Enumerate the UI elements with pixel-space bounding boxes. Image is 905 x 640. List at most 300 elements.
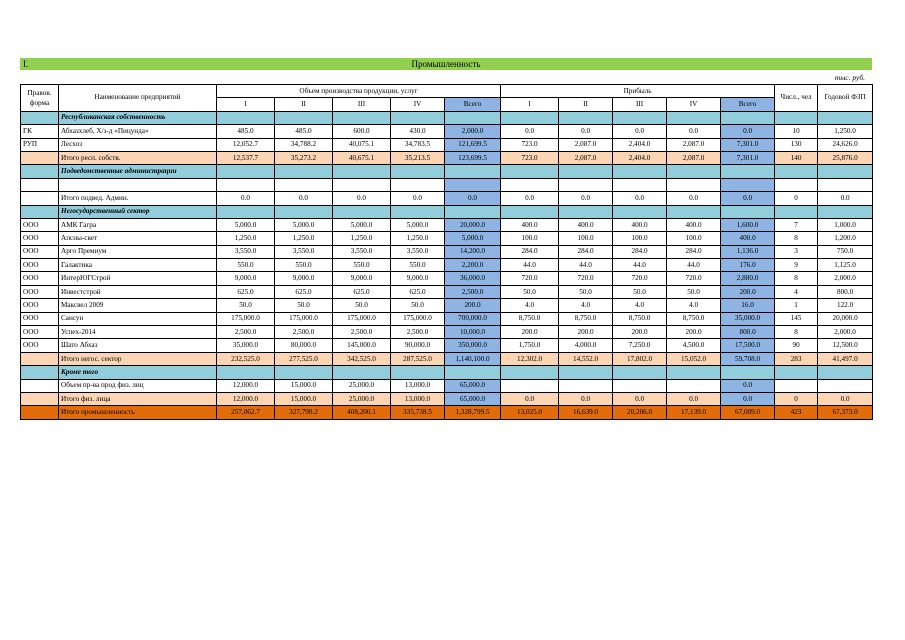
header-profit: Прибыль [501,85,775,98]
profit-value-cell [667,178,721,191]
legal-form-cell [21,178,59,191]
section-banner [20,58,872,70]
profit-value-cell: 284.0 [501,245,559,258]
section-row [21,111,873,124]
profit-value-cell: 200.0 [721,285,775,298]
profit-value-cell: 0.0 [721,392,775,405]
volume-value-cell: 35,213.5 [391,151,445,164]
volume-value-cell: 550.0 [391,259,445,272]
profit-value-cell [501,379,559,392]
section-empty-cell [721,205,775,218]
profit-value-cell: 2,087.0 [559,151,613,164]
section-row [21,366,873,379]
section-empty-cell [667,205,721,218]
industry-table [20,84,873,420]
volume-value-cell: 5,000.0 [333,218,391,231]
volume-value-cell: 0.0 [333,192,391,205]
profit-value-cell: 200.0 [501,326,559,339]
profit-value-cell: 400.0 [559,218,613,231]
fund-value-cell: 0.0 [818,392,873,405]
profit-value-cell: 4.0 [613,299,667,312]
volume-value-cell: 13,000.0 [391,392,445,405]
section-empty-cell [445,205,501,218]
total-row [21,392,873,405]
section-empty-cell [333,165,391,178]
profit-value-cell: 200.0 [667,326,721,339]
profit-value-cell: 17,139.0 [667,406,721,419]
section-empty-cell [559,111,613,124]
staff-value-cell: 0 [775,392,818,405]
staff-value-cell: 140 [775,151,818,164]
profit-value-cell [559,379,613,392]
volume-value-cell: 10,000.0 [445,326,501,339]
section-row [21,165,873,178]
fund-value-cell: 122.0 [818,299,873,312]
volume-value-cell: 15,000.0 [275,392,333,405]
profit-value-cell: 0.0 [667,192,721,205]
fund-value-cell: 1,000.0 [818,218,873,231]
volume-quarter-header: IV [391,98,445,111]
section-form-cell [21,366,59,379]
volume-value-cell: 1,250.0 [275,232,333,245]
enterprise-name-cell [59,178,217,191]
volume-value-cell: 80,000.0 [275,339,333,352]
section-empty-cell [391,205,445,218]
profit-value-cell: 13,025.0 [501,406,559,419]
volume-value-cell: 3,550.0 [391,245,445,258]
volume-value-cell: 2,000.0 [445,125,501,138]
section-empty-cell [275,165,333,178]
volume-value-cell: 20,000.0 [445,218,501,231]
profit-value-cell: 50.0 [667,285,721,298]
volume-value-cell: 232,525.0 [217,352,275,365]
profit-value-cell [559,178,613,191]
profit-value-cell: 8,750.0 [559,312,613,325]
staff-value-cell: 8 [775,232,818,245]
volume-value-cell: 2,200.0 [445,259,501,272]
profit-value-cell: 7,250.0 [613,339,667,352]
fund-value-cell: 1,200.0 [818,232,873,245]
volume-value-cell: 3,550.0 [333,245,391,258]
profit-value-cell: 720.0 [559,272,613,285]
profit-value-cell: 100.0 [667,232,721,245]
profit-value-cell: 0.0 [559,192,613,205]
section-empty-cell [217,165,275,178]
section-empty-cell [333,366,391,379]
table-row [21,218,873,231]
header-form: Правов. форма [21,85,59,112]
volume-value-cell: 9,000.0 [275,272,333,285]
volume-value-cell: 600.0 [333,125,391,138]
profit-value-cell: 4,500.0 [667,339,721,352]
staff-value-cell: 423 [775,406,818,419]
profit-value-cell: 50.0 [559,285,613,298]
legal-form-cell: ООО [21,285,59,298]
profit-value-cell: 1,600.0 [721,218,775,231]
enterprise-name-cell: Апсны-свет [59,232,217,245]
profit-value-cell: 100.0 [613,232,667,245]
volume-value-cell: 50.0 [391,299,445,312]
fund-value-cell: 0.0 [818,192,873,205]
profit-value-cell: 400.0 [667,218,721,231]
volume-value-cell: 25,000.0 [333,379,391,392]
profit-value-cell: 0.0 [559,392,613,405]
staff-value-cell: 145 [775,312,818,325]
legal-form-cell: ООО [21,339,59,352]
profit-value-cell: 2,404.0 [613,151,667,164]
profit-value-cell [613,379,667,392]
section-label: Негосударственный сектор [59,205,217,218]
enterprise-name-cell: ИнтерЮГСтрой [59,272,217,285]
section-empty-cell [391,366,445,379]
profit-value-cell: 4,000.0 [559,339,613,352]
section-empty-cell [445,111,501,124]
fund-value-cell: 750.0 [818,245,873,258]
profit-value-cell: 284.0 [559,245,613,258]
profit-value-cell: 16,639.0 [559,406,613,419]
profit-value-cell: 100.0 [501,232,559,245]
profit-value-cell [613,178,667,191]
profit-value-cell: 12,302.0 [501,352,559,365]
staff-value-cell [775,178,818,191]
profit-quarter-header: III [613,98,667,111]
legal-form-cell: ООО [21,299,59,312]
table-row [21,299,873,312]
legal-form-cell [21,392,59,405]
profit-value-cell: 50.0 [613,285,667,298]
legal-form-cell: ООО [21,312,59,325]
table-row [21,125,873,138]
profit-value-cell: 0.0 [613,192,667,205]
profit-value-cell: 0.0 [501,392,559,405]
section-empty-cell [217,205,275,218]
volume-value-cell: 9,000.0 [333,272,391,285]
table-row [21,178,873,191]
volume-value-cell: 50.0 [217,299,275,312]
profit-value-cell: 0.0 [501,125,559,138]
volume-value-cell: 2,500.0 [275,326,333,339]
section-form-cell [21,165,59,178]
fund-value-cell: 41,497.0 [818,352,873,365]
fund-value-cell: 800.0 [818,285,873,298]
section-empty-cell [275,205,333,218]
volume-value-cell: 175,000.0 [217,312,275,325]
volume-value-cell: 0.0 [391,192,445,205]
section-empty-cell [333,205,391,218]
volume-value-cell: 1,250.0 [217,232,275,245]
table-row [21,138,873,151]
enterprise-name-cell: Сансун [59,312,217,325]
section-form-cell [21,205,59,218]
section-empty-cell [613,165,667,178]
profit-value-cell: 20,206.0 [613,406,667,419]
profit-value-cell: 14,552.0 [559,352,613,365]
staff-value-cell [775,379,818,392]
profit-value-cell: 0.0 [721,125,775,138]
staff-value-cell: 1 [775,299,818,312]
profit-value-cell: 400.0 [613,218,667,231]
section-label: Кроме того [59,366,217,379]
volume-value-cell: 36,000.0 [445,272,501,285]
volume-value-cell: 3,550.0 [217,245,275,258]
volume-value-cell: 50.0 [333,299,391,312]
staff-value-cell: 4 [775,285,818,298]
profit-value-cell: 176.0 [721,259,775,272]
profit-value-cell: 400.0 [501,218,559,231]
volume-value-cell: 485.0 [217,125,275,138]
volume-value-cell: 625.0 [217,285,275,298]
profit-value-cell: 4.0 [667,299,721,312]
volume-value-cell: 9,000.0 [217,272,275,285]
volume-value-cell: 65,000.0 [445,379,501,392]
staff-value-cell: 7 [775,218,818,231]
enterprise-name-cell: Лесхоз [59,138,217,151]
staff-value-cell: 8 [775,272,818,285]
section-empty-cell [445,366,501,379]
volume-value-cell: 175,000.0 [391,312,445,325]
enterprise-name-cell: Галактика [59,259,217,272]
section-number: I. [23,59,29,69]
section-empty-cell [559,205,613,218]
volume-value-cell: 34,788.2 [275,138,333,151]
profit-value-cell: 2,087.0 [667,138,721,151]
table-row [21,232,873,245]
profit-value-cell: 8,750.0 [613,312,667,325]
fund-value-cell: 25,876.0 [818,151,873,164]
volume-value-cell: 123,699.5 [445,151,501,164]
volume-value-cell: 12,537.7 [217,151,275,164]
legal-form-cell: ООО [21,259,59,272]
profit-value-cell: 0.0 [501,192,559,205]
profit-value-cell [721,178,775,191]
section-empty-cell [818,205,873,218]
profit-value-cell [501,178,559,191]
fund-value-cell: 24,626.0 [818,138,873,151]
profit-value-cell: 15,052.0 [667,352,721,365]
section-empty-cell [775,366,818,379]
profit-value-cell: 16.0 [721,299,775,312]
legal-form-cell: ГК [21,125,59,138]
profit-value-cell: 35,000.0 [721,312,775,325]
volume-value-cell: 2,500.0 [445,285,501,298]
volume-value-cell: 1,250.0 [333,232,391,245]
section-empty-cell [818,111,873,124]
volume-value-cell: 5,000.0 [217,218,275,231]
profit-value-cell: 100.0 [559,232,613,245]
staff-value-cell: 3 [775,245,818,258]
profit-value-cell: 720.0 [667,272,721,285]
legal-form-cell: ООО [21,245,59,258]
profit-value-cell: 67,009.0 [721,406,775,419]
section-empty-cell [501,111,559,124]
enterprise-name-cell: Шато Абхаз [59,339,217,352]
section-empty-cell [613,205,667,218]
header-fund: Годовой ФЗП [818,85,873,112]
table-row [21,326,873,339]
profit-value-cell: 723.0 [501,151,559,164]
section-empty-cell [501,366,559,379]
enterprise-name-cell: Максвел 2009 [59,299,217,312]
volume-value-cell: 335,738.5 [391,406,445,419]
volume-value-cell: 25,000.0 [333,392,391,405]
volume-value-cell: 550.0 [275,259,333,272]
profit-value-cell: 2,087.0 [667,151,721,164]
volume-value-cell [275,178,333,191]
profit-value-cell: 44.0 [501,259,559,272]
header-staff: Числ., чел [775,85,818,112]
table-row [21,312,873,325]
profit-quarter-header: Всего [721,98,775,111]
enterprise-name-cell: Абхазхлеб, Х/з-д «Пицунда» [59,125,217,138]
profit-value-cell: 4.0 [559,299,613,312]
volume-quarter-header: Всего [445,98,501,111]
profit-quarter-header: IV [667,98,721,111]
section-empty-cell [775,165,818,178]
legal-form-cell [21,151,59,164]
volume-quarter-header: I [217,98,275,111]
volume-value-cell: 430.0 [391,125,445,138]
legal-form-cell: РУП [21,138,59,151]
volume-value-cell: 0.0 [445,192,501,205]
section-empty-cell [445,165,501,178]
volume-value-cell: 5,000.0 [275,218,333,231]
profit-value-cell: 0.0 [667,125,721,138]
volume-value-cell: 12,000.0 [217,379,275,392]
section-empty-cell [275,111,333,124]
legal-form-cell [21,352,59,365]
volume-value-cell: 5,000.0 [445,232,501,245]
volume-value-cell: 35,273.2 [275,151,333,164]
section-empty-cell [775,111,818,124]
volume-value-cell [333,178,391,191]
table-row [21,379,873,392]
total-row [21,151,873,164]
section-title: Промышленность [411,59,481,69]
table-row [21,272,873,285]
section-empty-cell [501,165,559,178]
volume-value-cell: 15,000.0 [275,379,333,392]
volume-value-cell: 2,500.0 [391,326,445,339]
staff-value-cell: 283 [775,352,818,365]
fund-value-cell: 67,373.0 [818,406,873,419]
staff-value-cell: 10 [775,125,818,138]
legal-form-cell: ООО [21,272,59,285]
volume-value-cell: 40,675.1 [333,151,391,164]
enterprise-name-cell: Итого негос. сектор [59,352,217,365]
staff-value-cell: 0 [775,192,818,205]
volume-value-cell: 1,328,799.5 [445,406,501,419]
profit-value-cell: 284.0 [667,245,721,258]
profit-value-cell: 50.0 [501,285,559,298]
section-empty-cell [775,205,818,218]
volume-value-cell [391,178,445,191]
legal-form-cell: ООО [21,218,59,231]
legal-form-cell: ООО [21,326,59,339]
volume-value-cell: 700,000.0 [445,312,501,325]
section-empty-cell [667,366,721,379]
profit-value-cell: 200.0 [613,326,667,339]
staff-value-cell: 90 [775,339,818,352]
volume-value-cell: 625.0 [275,285,333,298]
volume-value-cell: 287,525.0 [391,352,445,365]
volume-value-cell: 121,699.5 [445,138,501,151]
enterprise-name-cell: Итого промышленность [59,406,217,419]
total-row [21,192,873,205]
volume-value-cell [445,178,501,191]
section-row [21,205,873,218]
fund-value-cell: 1,125.0 [818,259,873,272]
section-label: Республиканская собственность [59,111,217,124]
section-empty-cell [818,366,873,379]
profit-quarter-header: II [559,98,613,111]
section-empty-cell [391,165,445,178]
profit-value-cell: 44.0 [613,259,667,272]
fund-value-cell [818,178,873,191]
volume-value-cell: 350,000.0 [445,339,501,352]
enterprise-name-cell: АМК Гагра [59,218,217,231]
total-row [21,352,873,365]
volume-value-cell: 550.0 [333,259,391,272]
volume-value-cell: 12,052.7 [217,138,275,151]
volume-value-cell: 342,525.0 [333,352,391,365]
fund-value-cell: 20,000.0 [818,312,873,325]
legal-form-cell: ООО [21,232,59,245]
volume-quarter-header: II [275,98,333,111]
section-empty-cell [613,366,667,379]
profit-value-cell: 2,404.0 [613,138,667,151]
profit-value-cell: 720.0 [613,272,667,285]
section-empty-cell [275,366,333,379]
staff-value-cell: 9 [775,259,818,272]
volume-value-cell: 5,000.0 [391,218,445,231]
section-empty-cell [559,165,613,178]
volume-value-cell: 14,200.0 [445,245,501,258]
volume-value-cell: 277,525.0 [275,352,333,365]
volume-value-cell: 35,000.0 [217,339,275,352]
profit-value-cell: 0.0 [559,125,613,138]
volume-value-cell: 9,000.0 [391,272,445,285]
legal-form-cell [21,406,59,419]
fund-value-cell: 1,250.0 [818,125,873,138]
legal-form-cell [21,192,59,205]
enterprise-name-cell: Арго Премиум [59,245,217,258]
volume-value-cell: 2,500.0 [217,326,275,339]
volume-value-cell: 40,075.1 [333,138,391,151]
section-empty-cell [217,366,275,379]
profit-value-cell: 400.0 [721,232,775,245]
profit-value-cell: 8,750.0 [667,312,721,325]
enterprise-name-cell: Объем пр-ва прод физ. лиц [59,379,217,392]
profit-value-cell: 284.0 [613,245,667,258]
volume-value-cell: 327,798.2 [275,406,333,419]
volume-value-cell: 550.0 [217,259,275,272]
unit-label: тыс. руб. [834,73,865,82]
volume-value-cell: 1,250.0 [391,232,445,245]
legal-form-cell [21,379,59,392]
section-empty-cell [613,111,667,124]
fund-value-cell [818,379,873,392]
profit-value-cell: 0.0 [721,192,775,205]
profit-value-cell: 800.0 [721,326,775,339]
profit-value-cell: 59,708.0 [721,352,775,365]
volume-value-cell: 13,000.0 [391,379,445,392]
profit-value-cell: 7,301.0 [721,151,775,164]
profit-value-cell: 0.0 [613,125,667,138]
section-label: Подведомственные администрации [59,165,217,178]
profit-value-cell: 1,750.0 [501,339,559,352]
volume-value-cell: 175,000.0 [275,312,333,325]
profit-value-cell: 7,301.0 [721,138,775,151]
